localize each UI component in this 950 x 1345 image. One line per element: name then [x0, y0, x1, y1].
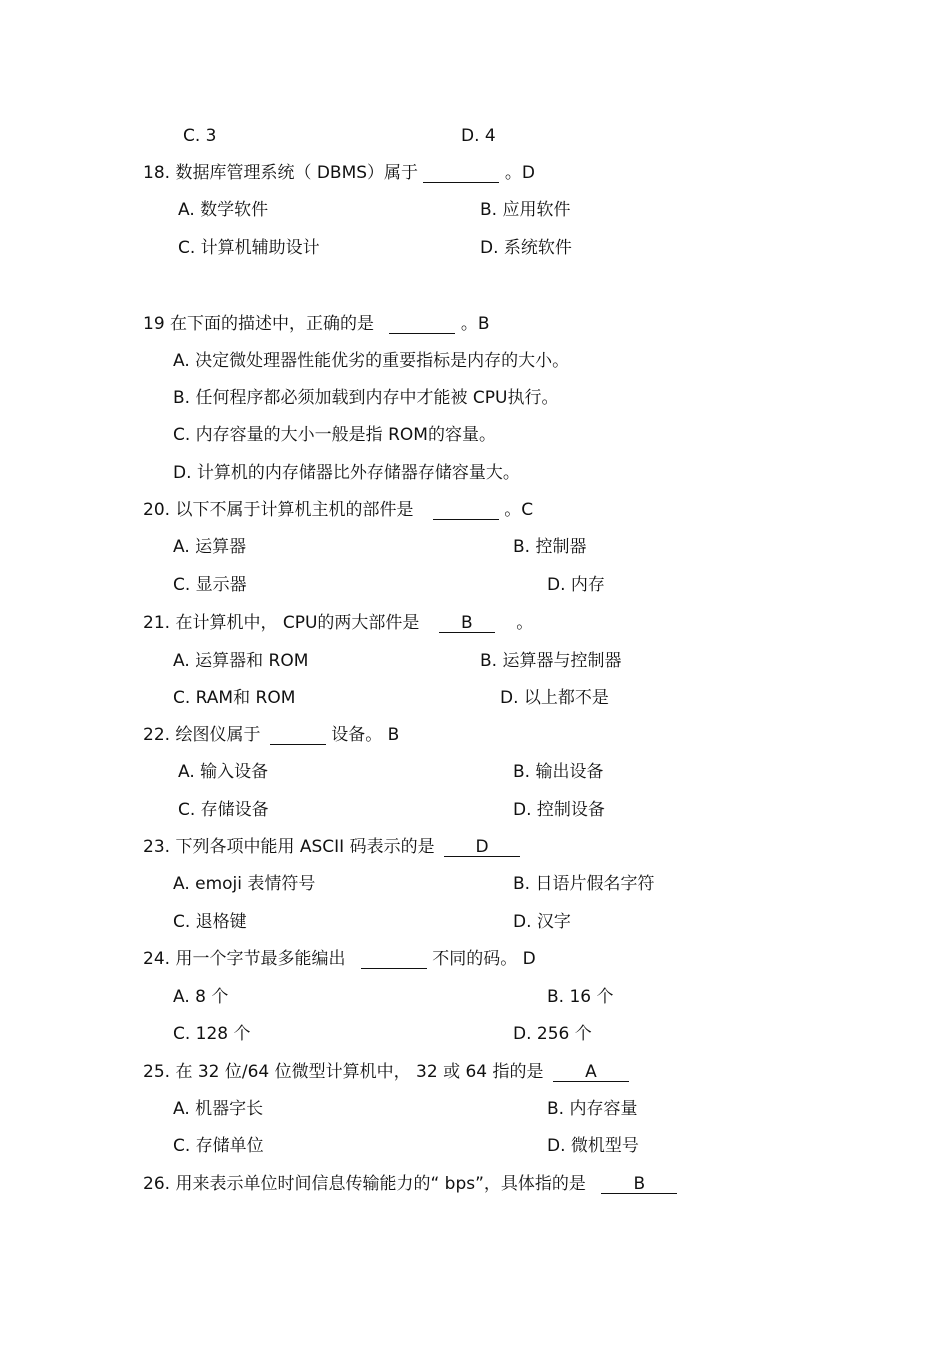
q22-option-a: A. 输入设备	[178, 762, 269, 782]
q20-option-b: B. 控制器	[513, 537, 587, 557]
q23-option-a: A. emoji 表情符号	[173, 874, 316, 894]
question-19	[143, 314, 490, 334]
q20-option-c: C. 显示器	[173, 575, 247, 595]
answer-blank	[270, 726, 326, 745]
q18-option-b: B. 应用软件	[480, 200, 571, 220]
q18-option-c: C. 计算机辅助设计	[178, 238, 320, 258]
q20-option-a: A. 运算器	[173, 537, 247, 557]
q18-option-d: D. 系统软件	[480, 238, 572, 258]
q24-option-a: A. 8 个	[173, 987, 229, 1007]
q19-option-b: B. 任何程序都必须加载到内存中才能被 CPU执行。	[173, 388, 559, 408]
q25-option-d: D. 微机型号	[547, 1136, 639, 1156]
q24-option-c: C. 128 个	[173, 1024, 251, 1044]
answer-blank	[389, 315, 455, 334]
question-20	[143, 500, 533, 520]
q23-option-c: C. 退格键	[173, 912, 247, 932]
question-text: 19 在下面的描述中，正确的是	[143, 314, 375, 334]
answer-blank	[423, 164, 499, 183]
question-18	[143, 163, 535, 183]
question-end: 。	[516, 613, 534, 633]
q19-option-d: D. 计算机的内存储器比外存储器存储容量大。	[173, 463, 520, 483]
question-text: 24. 用一个字节最多能编出	[143, 949, 346, 969]
question-answer: 。C	[504, 500, 534, 520]
q22-option-b: B. 输出设备	[513, 762, 604, 782]
q17-option-d: D. 4	[461, 126, 496, 146]
q25-option-a: A. 机器字长	[173, 1099, 264, 1119]
q21-option-a: A. 运算器和 ROM	[173, 651, 309, 671]
question-text: 20. 以下不属于计算机主机的部件是	[143, 500, 414, 520]
question-answer: 。D	[504, 163, 535, 183]
answer-blank: B	[601, 1175, 677, 1194]
q19-option-c: C. 内存容量的大小一般是指 ROM的容量。	[173, 425, 496, 445]
question-24	[143, 949, 536, 969]
question-text: 22. 绘图仪属于	[143, 725, 261, 745]
question-text: 21. 在计算机中， CPU的两大部件是	[143, 613, 420, 633]
answer-blank: B	[439, 614, 495, 633]
question-answer: 。B	[460, 314, 490, 334]
question-22	[143, 725, 399, 745]
q22-option-c: C. 存储设备	[178, 800, 269, 820]
q17-option-c: C. 3	[183, 126, 217, 146]
q22-option-d: D. 控制设备	[513, 800, 605, 820]
q21-option-b: B. 运算器与控制器	[480, 651, 622, 671]
question-26	[143, 1174, 677, 1194]
q25-option-c: C. 存储单位	[173, 1136, 264, 1156]
q23-option-b: B. 日语片假名字符	[513, 874, 655, 894]
question-25	[143, 1062, 629, 1082]
question-text: 18. 数据库管理系统（ DBMS）属于	[143, 163, 419, 183]
q18-option-a: A. 数学软件	[178, 200, 269, 220]
question-21	[143, 613, 533, 633]
question-answer: 不同的码。 D	[432, 949, 536, 969]
question-text: 23. 下列各项中能用 ASCII 码表示的是	[143, 837, 435, 857]
q24-option-b: B. 16 个	[547, 987, 614, 1007]
question-text: 25. 在 32 位/64 位微型计算机中， 32 或 64 指的是	[143, 1062, 544, 1082]
question-answer: 设备。 B	[331, 725, 400, 745]
question-text: 26. 用来表示单位时间信息传输能力的“ bps”，具体指的是	[143, 1174, 586, 1194]
answer-blank: A	[553, 1063, 629, 1082]
q19-option-a: A. 决定微处理器性能优劣的重要指标是内存的大小。	[173, 351, 570, 371]
q20-option-d: D. 内存	[547, 575, 605, 595]
question-23	[143, 837, 520, 857]
answer-blank	[433, 501, 499, 520]
answer-blank	[361, 950, 427, 969]
q21-option-d: D. 以上都不是	[500, 688, 609, 708]
answer-blank: D	[444, 838, 520, 857]
q21-option-c: C. RAM和 ROM	[173, 688, 296, 708]
q25-option-b: B. 内存容量	[547, 1099, 638, 1119]
q23-option-d: D. 汉字	[513, 912, 571, 932]
q24-option-d: D. 256 个	[513, 1024, 592, 1044]
